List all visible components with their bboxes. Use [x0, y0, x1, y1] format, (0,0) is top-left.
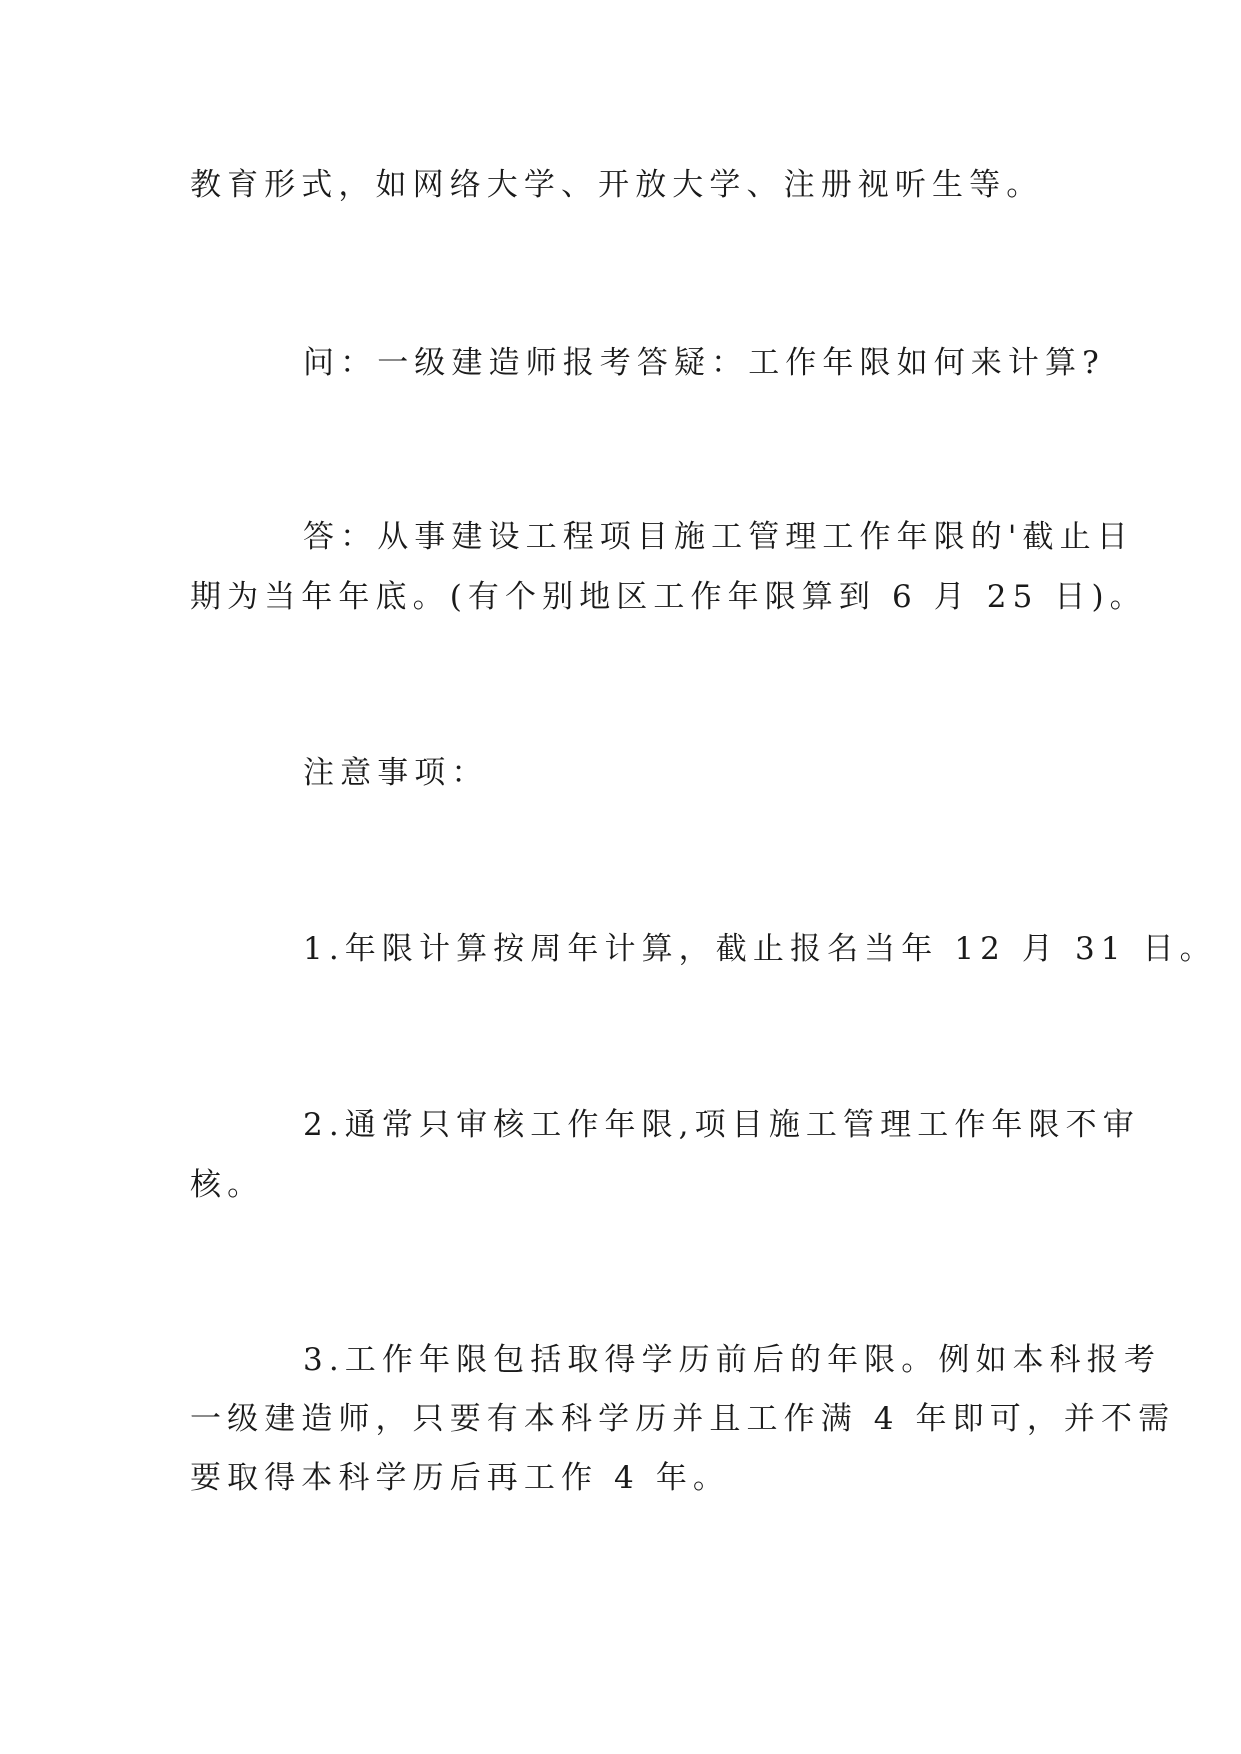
note-3-line: 要取得本科学历后再工作 4 年。	[190, 1460, 731, 1496]
paragraph-line: 教育形式，如网络大学、开放大学、注册视听生等。	[190, 167, 1044, 203]
note-2-line: 2.通常只审核工作年限,项目施工管理工作年限不审	[303, 1107, 1140, 1143]
note-2-line: 核。	[190, 1167, 265, 1203]
answer-line: 期为当年年底。(有个别地区工作年限算到 6 月 25 日)。	[190, 579, 1147, 615]
note-3-line: 一级建造师，只要有本科学历并且工作满 4 年即可，并不需	[190, 1401, 1176, 1437]
notes-heading: 注意事项：	[303, 755, 489, 791]
note-1-line: 1.年限计算按周年计算，截止报名当年 12 月 31 日。	[303, 931, 1217, 967]
question-line: 问：一级建造师报考答疑：工作年限如何来计算?	[303, 345, 1105, 381]
note-3-line: 3.工作年限包括取得学历前后的年限。例如本科报考	[303, 1342, 1161, 1378]
answer-line: 答：从事建设工程项目施工管理工作年限的'截止日	[303, 519, 1134, 555]
